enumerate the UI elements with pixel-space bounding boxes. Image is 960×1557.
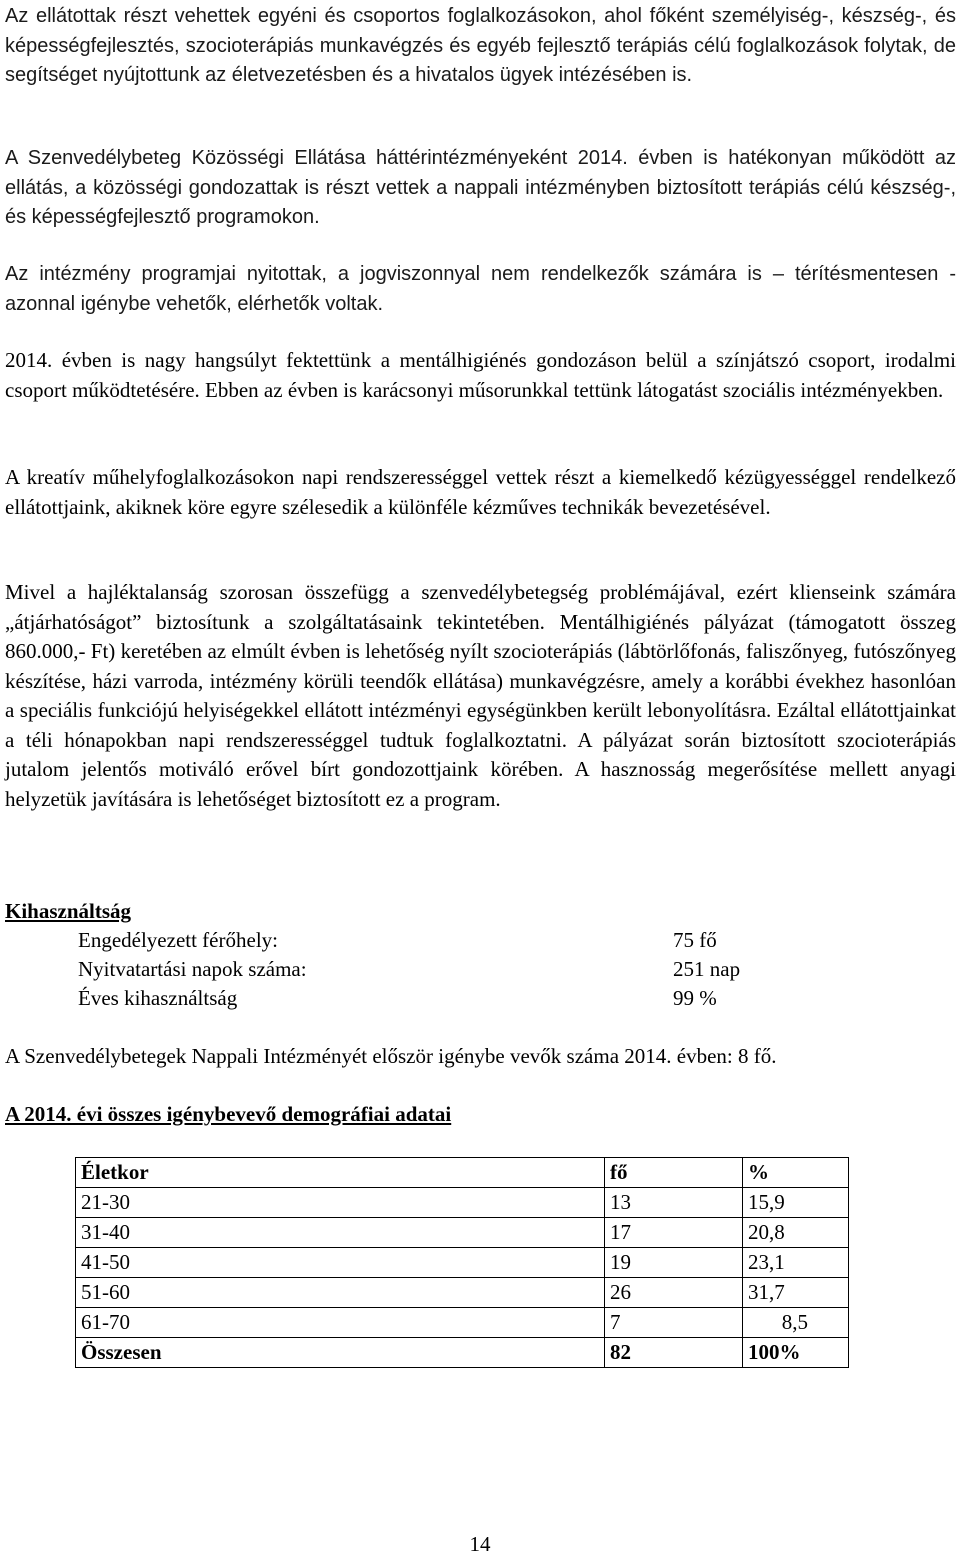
cell-pct: 8,5 <box>743 1308 849 1338</box>
total-pct: 100% <box>743 1338 849 1368</box>
table-row <box>76 1278 849 1308</box>
cell-pct: 31,7 <box>743 1278 849 1308</box>
cell-age: 61-70 <box>76 1308 605 1338</box>
cell-age: 31-40 <box>76 1218 605 1248</box>
demographics-heading: A 2014. évi összes igénybevevő demográfiai adatai <box>5 1102 452 1126</box>
occupancy-row <box>78 986 778 1015</box>
cell-count: 13 <box>605 1188 743 1218</box>
paragraph-activities: Az ellátottak részt vehettek egyéni és csoportos foglalkozásokon, ahol főként személyiség-, készség-, és képességfejlesztés, szocioterápiás munkavégzés és egyéb fejlesztő terápiás célú foglalkozások folytak, de segítséget nyújtottunk az életvezetésben és a hivatalos ügyek intézésében is. <box>5 5 956 86</box>
occupancy-label: Nyitvatartási napok száma: <box>78 957 307 981</box>
cell-pct: 23,1 <box>743 1248 849 1278</box>
occupancy-row <box>78 957 778 986</box>
occupancy-label: Engedélyezett férőhely: <box>78 928 278 952</box>
paragraph-creative-workshops: A kreatív műhelyfoglalkozásokon napi rendszerességgel vettek részt a kiemelkedő kézügyességgel rendelkező ellátottjaink, akiknek köre egyre szélesedik a különféle kézműves technikák bevezetésével. <box>5 465 956 519</box>
demographics-table <box>75 1157 849 1368</box>
occupancy-label: Éves kihasználtság <box>78 986 238 1010</box>
occupancy-row <box>78 928 778 957</box>
header-count: fő <box>605 1158 743 1188</box>
cell-count: 26 <box>605 1278 743 1308</box>
table-row <box>76 1188 849 1218</box>
cell-count: 19 <box>605 1248 743 1278</box>
page-number: 14 <box>469 1532 491 1556</box>
table-row <box>76 1218 849 1248</box>
total-label: Összesen <box>76 1338 605 1368</box>
occupancy-value: 251 nap <box>673 957 741 981</box>
cell-count: 7 <box>605 1308 743 1338</box>
header-age: Életkor <box>76 1158 605 1188</box>
cell-count: 17 <box>605 1218 743 1248</box>
paragraph-mental-hygiene: 2014. évben is nagy hangsúlyt fektettünk a mentálhigiénés gondozáson belül a színjátszó csoport, irodalmi csoport működtetésére. Ebben az évben is karácsonyi műsorunkkal tettünk látogatást szociális intézményekben. <box>5 348 956 402</box>
first-time-users-text: A Szenvedélybetegek Nappali Intézményét először igénybe vevők száma 2014. évben: 8 fő. <box>5 1044 777 1068</box>
paragraph-open-programs: Az intézmény programjai nyitottak, a jogviszonnyal nem rendelkezők számára is – térítésmentesen - azonnal igénybe vehetők, elérhetők voltak. <box>5 263 956 315</box>
occupancy-heading: Kihasználtság <box>5 899 132 923</box>
cell-age: 21-30 <box>76 1188 605 1218</box>
paragraph-background-institution: A Szenvedélybeteg Közösségi Ellátása háttérintézményeként 2014. évben is hatékonyan működött az ellátás, a közösségi gondozattak is részt vettek a nappali intézményben biztosított terápiás célú készség-, és képességfejlesztő programokon. <box>5 147 956 228</box>
paragraph-homelessness-grant: Mivel a hajléktalanság szorosan összefügg a szenvedélybetegség problémájával, ezért klienseink számára „átjárhatóságot” biztosítunk a szolgáltatásaink tekintetében. Mentálhigiénés pályázat (támogatott összeg 860.000,- Ft) keretében az elmúlt évben is lehetőség nyílt szocioterápiás (lábtörlőfonás, faliszőnyeg, futószőnyeg készítése, házi varroda, intézmény körüli teendők ellátása) munkavégzésre, amely a korábbi évekhez hasonlóan a speciális funkciójú helyiségekkel ellátott intézményi egységünkben került lebonyolításra. Ezáltal ellátottjainkat a téli hónapokban napi rendszerességgel tudtuk foglalkoztatni. A pályázat során biztosított szocioterápiás jutalom jelentős motiváló erővel bírt gondozottjaink körében. A hasznosság megerősítése mellett anyagi helyzetük javítására is lehetőséget biztosított ez a program. <box>5 580 956 811</box>
total-count: 82 <box>605 1338 743 1368</box>
cell-pct: 15,9 <box>743 1188 849 1218</box>
cell-age: 51-60 <box>76 1278 605 1308</box>
table-row <box>76 1248 849 1278</box>
cell-pct: 20,8 <box>743 1218 849 1248</box>
header-pct: % <box>743 1158 849 1188</box>
occupancy-value: 99 % <box>673 986 717 1010</box>
cell-age: 41-50 <box>76 1248 605 1278</box>
table-header-row <box>76 1158 849 1188</box>
occupancy-value: 75 fő <box>673 928 717 952</box>
table-total-row <box>76 1338 849 1368</box>
table-row <box>76 1308 849 1338</box>
